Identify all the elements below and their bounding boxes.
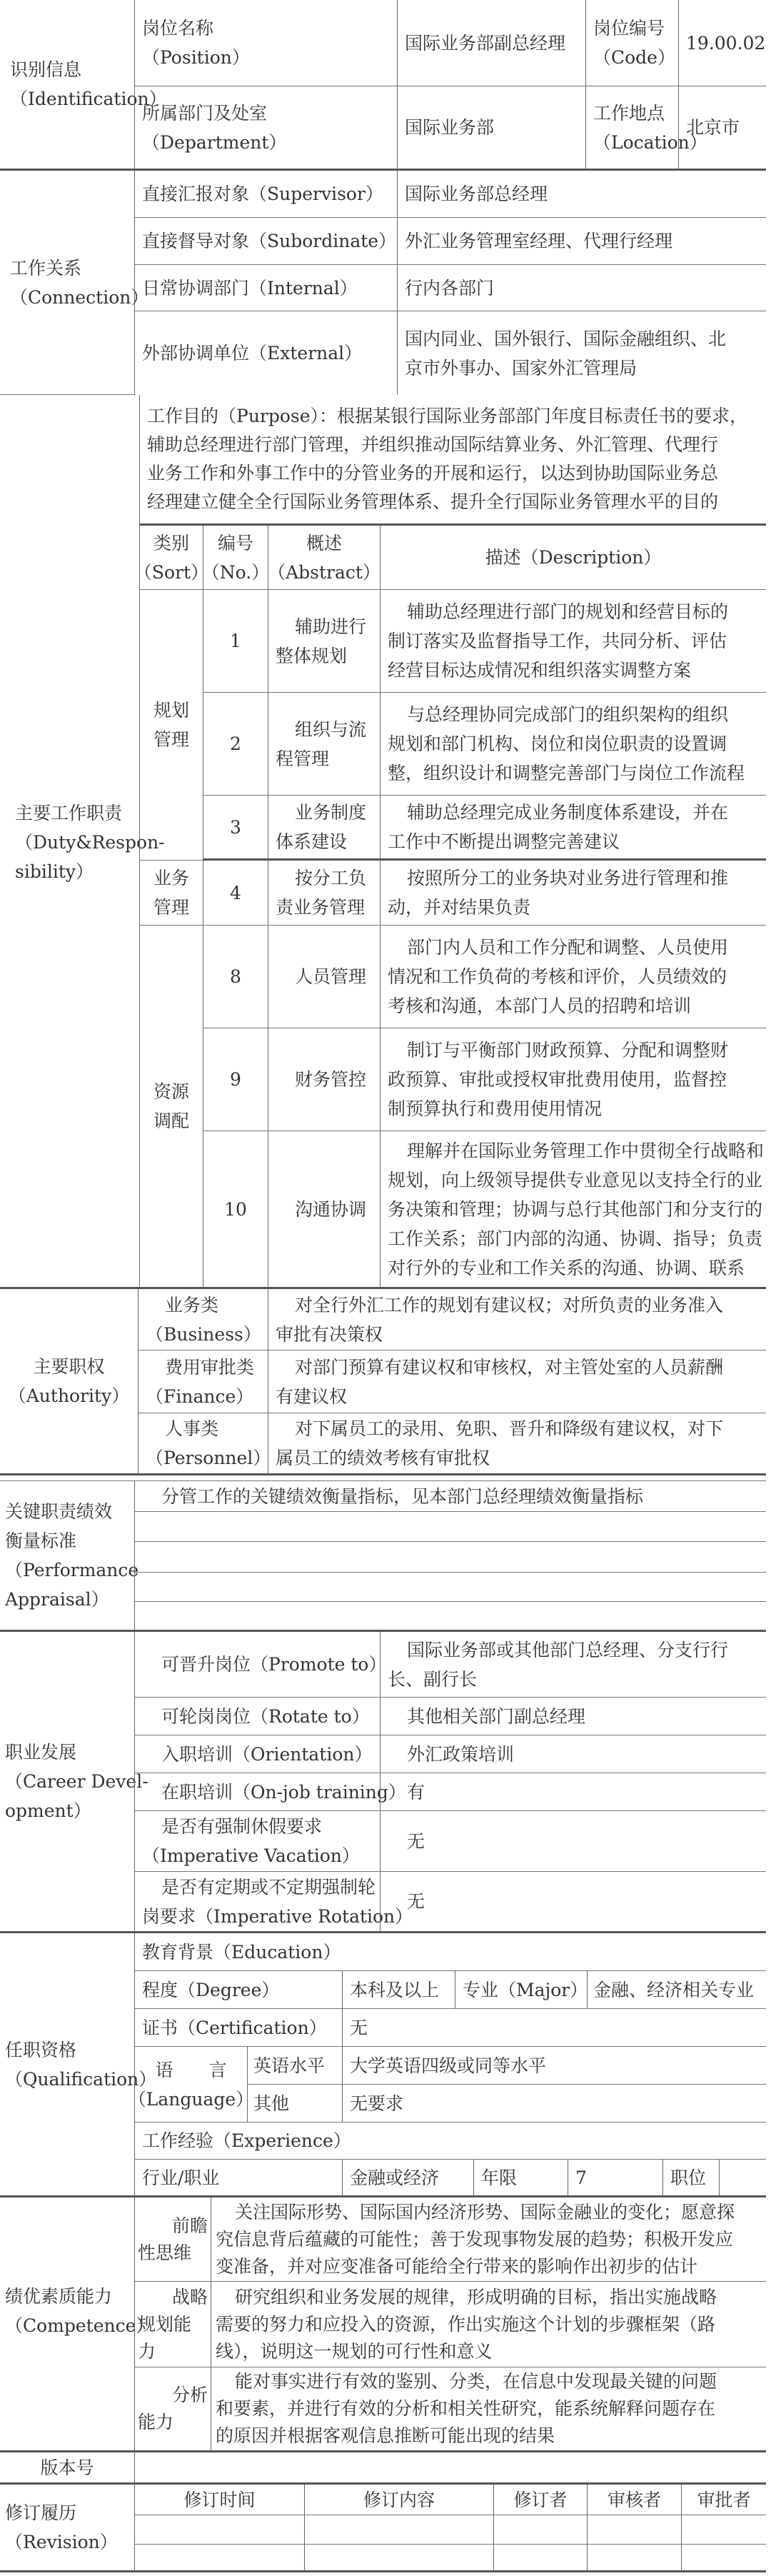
duty-abstract: [268, 590, 380, 693]
duty-abstract: [268, 926, 380, 1028]
line: 人员管理: [295, 966, 367, 987]
line: 整体规划: [276, 645, 348, 666]
rotation-label: [134, 1872, 413, 1933]
revision-cell: [681, 2515, 766, 2545]
header-en: （Abstract）: [268, 561, 381, 583]
rotate-value: 其他相关部门副总经理: [380, 1698, 766, 1735]
line: 能力: [138, 2412, 174, 2432]
duty-description: [380, 590, 766, 693]
career-label: [0, 1632, 148, 1933]
duty-description: [380, 926, 766, 1028]
revision-cell: [681, 2545, 766, 2572]
language-label: [128, 2047, 254, 2123]
version-value: [134, 2452, 766, 2485]
line: 组织与流: [295, 718, 367, 740]
industry-label: 行业/职业: [134, 2160, 342, 2197]
authority-description: [268, 1350, 766, 1413]
label-en: （Code）: [593, 47, 675, 68]
competence-name: [134, 2367, 211, 2452]
line: 国内同业、国外银行、国际金融组织、北: [405, 328, 727, 349]
line: 人事类: [165, 1418, 219, 1439]
line: 工作关系；部门内部的沟通、协调、指导；负责: [388, 1228, 763, 1249]
label-zh: 绩优素质能力: [5, 2286, 113, 2307]
major-label: 专业（Major）: [455, 1971, 587, 2009]
onjob-label: 在职培训（On-job training）: [134, 1773, 380, 1811]
identification-label: [0, 0, 167, 171]
category-business: [139, 861, 203, 926]
location-label: [585, 86, 707, 171]
line: 业务: [153, 868, 189, 888]
revision-cell: [134, 2515, 304, 2545]
label-en: （Department）: [142, 131, 287, 153]
revision-cell: [304, 2545, 493, 2572]
years-value: 7: [568, 2160, 662, 2197]
code-value: 19.00.02: [678, 0, 766, 86]
label-en: （Location）: [593, 131, 707, 153]
external-value: [397, 311, 766, 395]
line: opment）: [5, 1800, 91, 1821]
line: 辅助总经理完成业务制度体系建设，并在: [407, 802, 729, 823]
line: 按照所分工的业务块对业务进行管理和推: [407, 868, 729, 888]
other-language-label: 其他: [247, 2085, 342, 2123]
revision-cell: [587, 2545, 681, 2572]
line: 需要的努力和应投入的资源，作出实施这个计划的步骤框架（路: [216, 2313, 716, 2335]
code-label: [585, 0, 678, 86]
duty-no: 10: [203, 1131, 268, 1289]
purpose: [139, 395, 766, 526]
line: 线），说明这一规划的可行性和意义: [216, 2340, 493, 2362]
header-no: [203, 526, 268, 590]
line: 对下属员工的录用、免职、晋升和降级有建议权，对下: [295, 1418, 724, 1439]
duty-abstract: [268, 861, 380, 926]
certification-value: 无: [342, 2009, 766, 2047]
performance-empty-row: [134, 1512, 766, 1542]
line: 岗要求（Imperative Rotation）: [142, 1905, 413, 1927]
header-zh: 概述: [306, 532, 342, 553]
duty-abstract: [268, 1028, 380, 1131]
revision-label: [0, 2485, 134, 2572]
line: 动，并对结果负责: [388, 897, 531, 918]
line: 经营目标达成情况和组织落实调整方案: [388, 660, 692, 681]
duty-description: [380, 861, 766, 926]
subordinate-value: 外汇业务管理室经理、代理行经理: [397, 218, 766, 265]
line: 整，组织设计和调整完善部门与岗位工作流程: [388, 763, 745, 783]
line: 职业发展: [5, 1742, 77, 1763]
line: 业务制度: [295, 802, 367, 823]
revision-header: 修订内容: [304, 2485, 493, 2515]
line: 管理: [153, 897, 189, 918]
line: 体系建设: [276, 831, 348, 852]
vacation-value: 无: [380, 1811, 766, 1872]
label-en: （Revision）: [5, 2532, 118, 2552]
promote-label: 可晋升岗位（Promote to）: [134, 1632, 380, 1698]
competence-description: [211, 2367, 766, 2452]
internal-value: 行内各部门: [397, 265, 766, 311]
label-zh: 任职资格: [5, 2039, 77, 2060]
line: （Imperative Vacation）: [142, 1845, 360, 1866]
line: 能对事实进行有效的鉴别、分类，在信息中发现最关键的问题: [235, 2371, 717, 2392]
line: 费用审批类: [165, 1356, 255, 1378]
line: 程管理: [276, 748, 330, 769]
internal-label: 日常协调部门（Internal）: [134, 265, 397, 311]
line: 的原因并根据客观信息推断可能出现的结果: [216, 2425, 555, 2446]
orientation-value: 外汇政策培训: [380, 1735, 766, 1773]
line: 部门内人员和工作分配和调整、人员使用: [407, 937, 729, 958]
line: 辅助进行: [295, 616, 367, 637]
line: 辅助总经理进行部门的规划和经营目标的: [407, 601, 729, 622]
duty-no: 1: [203, 590, 268, 693]
label-en: sibility）: [15, 861, 94, 882]
revision-cell: [134, 2545, 304, 2572]
line: 是否有强制休假要求: [161, 1816, 323, 1837]
line: 对部门预算有建议权和审核权，对主管处室的人员薪酬: [295, 1356, 724, 1378]
label-zh: 岗位编号: [593, 18, 665, 39]
duty-no: 8: [203, 926, 268, 1028]
line: Appraisal）: [5, 1589, 109, 1610]
duty-no: 3: [203, 796, 268, 861]
header-abstract: [268, 526, 380, 590]
revision-header: 审核者: [587, 2485, 681, 2515]
label-en: （Duty&Respon-: [15, 832, 165, 853]
line: 工作目的（Purpose）：根据某银行国际业务部部门年度目标责任书的要求，: [147, 406, 748, 426]
line: 力: [138, 2340, 156, 2362]
label-zh: 修订履历: [5, 2502, 77, 2523]
line: 京市外事办、国家外汇管理局: [405, 357, 638, 379]
label-en: （Authority）: [8, 1385, 130, 1406]
competence-name: [134, 2282, 211, 2367]
authority-type: [138, 1350, 268, 1413]
line: 有建议权: [276, 1385, 348, 1407]
line: 制预算执行和费用使用情况: [388, 1098, 603, 1119]
location-value: 北京市: [678, 86, 766, 171]
duty-no: 9: [203, 1028, 268, 1131]
label-en: （Qualification）: [5, 2068, 157, 2090]
line: 辅助总经理进行部门管理，并组织推动国际结算业务、外汇管理、代理行: [147, 434, 719, 455]
category-planning: [139, 590, 203, 861]
promote-value: [380, 1632, 766, 1698]
english-label: 英语水平: [247, 2047, 342, 2085]
authority-label: [0, 1289, 138, 1475]
post-value: [719, 2160, 766, 2197]
line: 国际业务部或其他部门总经理、分支行行: [407, 1639, 729, 1660]
line: 长、副行长: [388, 1668, 478, 1690]
certification-label: 证书（Certification）: [134, 2009, 342, 2047]
label-zh: 岗位名称: [142, 18, 214, 39]
header-zh: 编号: [217, 532, 253, 553]
performance-empty-row: [134, 1602, 766, 1632]
post-label: 职位: [662, 2160, 719, 2197]
supervisor-value: 国际业务部总经理: [397, 171, 766, 218]
line: （Career Devel-: [5, 1771, 148, 1792]
line: 是否有定期或不定期强制轮: [161, 1876, 376, 1898]
duty-abstract: [268, 1131, 380, 1289]
line: 分析: [171, 2385, 208, 2405]
header-en: （Sort）: [133, 561, 209, 583]
line: 对全行外汇工作的规划有建议权；对所负责的业务准入: [295, 1294, 724, 1315]
onjob-value: 有: [380, 1773, 766, 1811]
line: 经理建立健全全行国际业务管理体系、提升全行国际业务管理水平的目的: [147, 491, 719, 512]
label-en: （Language）: [128, 2088, 254, 2110]
line: 关注国际形势、国际国内经济形势、国际金融业的变化；愿意探: [235, 2201, 735, 2222]
line: （Performance: [5, 1560, 139, 1580]
line: 战略: [171, 2286, 208, 2307]
connection-label: [0, 171, 149, 395]
department-label: [134, 86, 397, 171]
rotate-label: 可轮岗岗位（Rotate to）: [134, 1698, 380, 1735]
line: 与总经理协同完成部门的组织架构的组织: [407, 704, 729, 725]
vacation-label: [134, 1811, 380, 1872]
position-value: 国际业务部副总经理: [397, 0, 585, 86]
header-sort: [133, 526, 209, 590]
line: 务决策和管理；协调与总行其他部门和分支行的: [388, 1198, 763, 1220]
line: 财务管控: [295, 1069, 367, 1090]
competence-name: [134, 2197, 211, 2282]
other-language-value: 无要求: [342, 2085, 766, 2123]
line: 责业务管理: [276, 897, 366, 918]
duty-description: [380, 1131, 766, 1289]
line: 制订落实及监督指导工作，共同分析、评估: [388, 631, 727, 651]
performance-empty-row: [134, 1573, 766, 1602]
line: 究信息背后蕴藏的可能性；善于发现事物发展的趋势；积极开发应: [216, 2228, 734, 2250]
label-en: （Position）: [142, 47, 250, 68]
label-zh: 工作地点: [593, 102, 665, 124]
qualification-label: [0, 1933, 157, 2197]
line: 情况和工作负荷的考核和评价，人员绩效的: [388, 966, 727, 987]
line: （Personnel）: [146, 1448, 271, 1468]
line: 管理: [153, 729, 189, 750]
degree-label: 程度（Degree）: [134, 1971, 342, 2009]
line: 沟通协调: [295, 1198, 367, 1220]
duty-abstract: [268, 693, 380, 796]
revision-header: 审批者: [681, 2485, 766, 2515]
experience-label: 工作经验（Experience）: [134, 2123, 766, 2160]
label-zh: 所属部门及处室: [142, 102, 268, 124]
department-value: 国际业务部: [397, 86, 585, 171]
label-zh: 识别信息: [10, 59, 82, 80]
revision-cell: [587, 2515, 681, 2545]
line: 政预算、审批或授权审批费用使用，监督控: [388, 1069, 727, 1090]
header-en: （No.）: [201, 561, 270, 583]
revision-cell: [493, 2545, 587, 2572]
line: 考核和沟通，本部门人员的招聘和培训: [388, 996, 692, 1016]
duty-description: [380, 796, 766, 861]
competence-description: [211, 2197, 766, 2282]
version-label: 版本号: [0, 2452, 134, 2485]
line: 规划，向上级领导提供专业意见以支持全行的业: [388, 1169, 763, 1191]
line: 规划: [153, 700, 189, 721]
label-zh: 工作关系: [10, 257, 82, 279]
line: 属员工的绩效考核有审批权: [276, 1448, 490, 1468]
duties-label: [0, 395, 165, 1289]
supervisor-label: 直接汇报对象（Supervisor）: [134, 171, 397, 218]
line: 和要素，并进行有效的分析和相关性研究，能系统解释问题存在: [216, 2398, 716, 2419]
label-en: （Identification）: [10, 89, 167, 109]
industry-value: 金融或经济: [342, 2160, 473, 2197]
label-zh: 主要工作职责: [15, 803, 123, 823]
header-zh: 类别: [153, 532, 189, 553]
rotation-value: 无: [380, 1872, 766, 1933]
competence-label: [0, 2197, 154, 2452]
line: 前瞻: [171, 2215, 208, 2236]
line: 按分工负: [295, 868, 367, 888]
years-label: 年限: [473, 2160, 568, 2197]
authority-type: [138, 1289, 268, 1350]
competence-description: [211, 2282, 766, 2367]
orientation-label: 入职培训（Orientation）: [134, 1735, 380, 1773]
line: 规划和部门机构、岗位和岗位职责的设置调: [388, 733, 727, 754]
education-label: 教育背景（Education）: [134, 1933, 766, 1971]
duty-abstract: [268, 796, 380, 861]
performance-empty-row: [134, 1542, 766, 1573]
external-label: 外部协调单位（External）: [134, 311, 397, 395]
major-value: 金融、经济相关专业: [587, 1971, 766, 2009]
performance-text: 分管工作的关键绩效衡量指标，见本部门总经理绩效衡量指标: [134, 1481, 766, 1512]
line: 理解并在国际业务管理工作中贯彻全行战略和: [407, 1140, 765, 1161]
duty-no: 2: [203, 693, 268, 796]
line: （Business）: [146, 1323, 261, 1345]
authority-description: [268, 1413, 766, 1475]
line: 制订与平衡部门财政预算、分配和调整财: [407, 1040, 729, 1061]
degree-value: 本科及以上: [342, 1971, 455, 2009]
performance-label: [0, 1481, 139, 1632]
subordinate-label: 直接督导对象（Subordinate）: [134, 218, 397, 265]
authority-type: [138, 1413, 271, 1475]
line: 审批有决策权: [276, 1323, 383, 1345]
duty-no: 4: [203, 861, 268, 926]
line: 规划能: [138, 2313, 192, 2335]
line: 工作中不断提出调整完善建议: [388, 831, 620, 852]
line: 资源: [153, 1081, 189, 1102]
english-value: 大学英语四级或同等水平: [342, 2047, 766, 2085]
position-label: [134, 0, 397, 86]
category-resources: [139, 926, 203, 1289]
duty-description: [380, 1028, 766, 1131]
line: 调配: [153, 1111, 189, 1131]
line: 业务类: [165, 1294, 219, 1315]
duty-description: [380, 693, 766, 796]
label-en: （Competence）: [5, 2315, 154, 2336]
line: 性思维: [138, 2242, 192, 2263]
authority-description: [268, 1289, 766, 1350]
label-zh: 语 言: [155, 2059, 227, 2080]
line: 关键职责绩效: [5, 1501, 113, 1522]
label-zh: 主要职权: [33, 1356, 105, 1377]
revision-header: 修订者: [493, 2485, 587, 2515]
header-description: 描述（Description）: [380, 526, 766, 590]
revision-header: 修订时间: [134, 2485, 304, 2515]
label-en: （Connection）: [10, 286, 149, 308]
line: 变准备，并对应变准备可能给全行带来的影响作出初步的估计: [216, 2255, 698, 2277]
line: 研究组织和业务发展的规律，形成明确的目标，指出实施战略: [235, 2286, 717, 2307]
line: 衡量标准: [5, 1530, 77, 1551]
line: 业务工作和外事工作中的分管业务的开展和运行，以达到协助国际业务总: [147, 463, 719, 483]
revision-cell: [493, 2515, 587, 2545]
line: 对行外的专业和工作关系的沟通、协调、联系: [388, 1257, 745, 1278]
revision-cell: [304, 2515, 493, 2545]
line: （Finance）: [146, 1385, 254, 1407]
